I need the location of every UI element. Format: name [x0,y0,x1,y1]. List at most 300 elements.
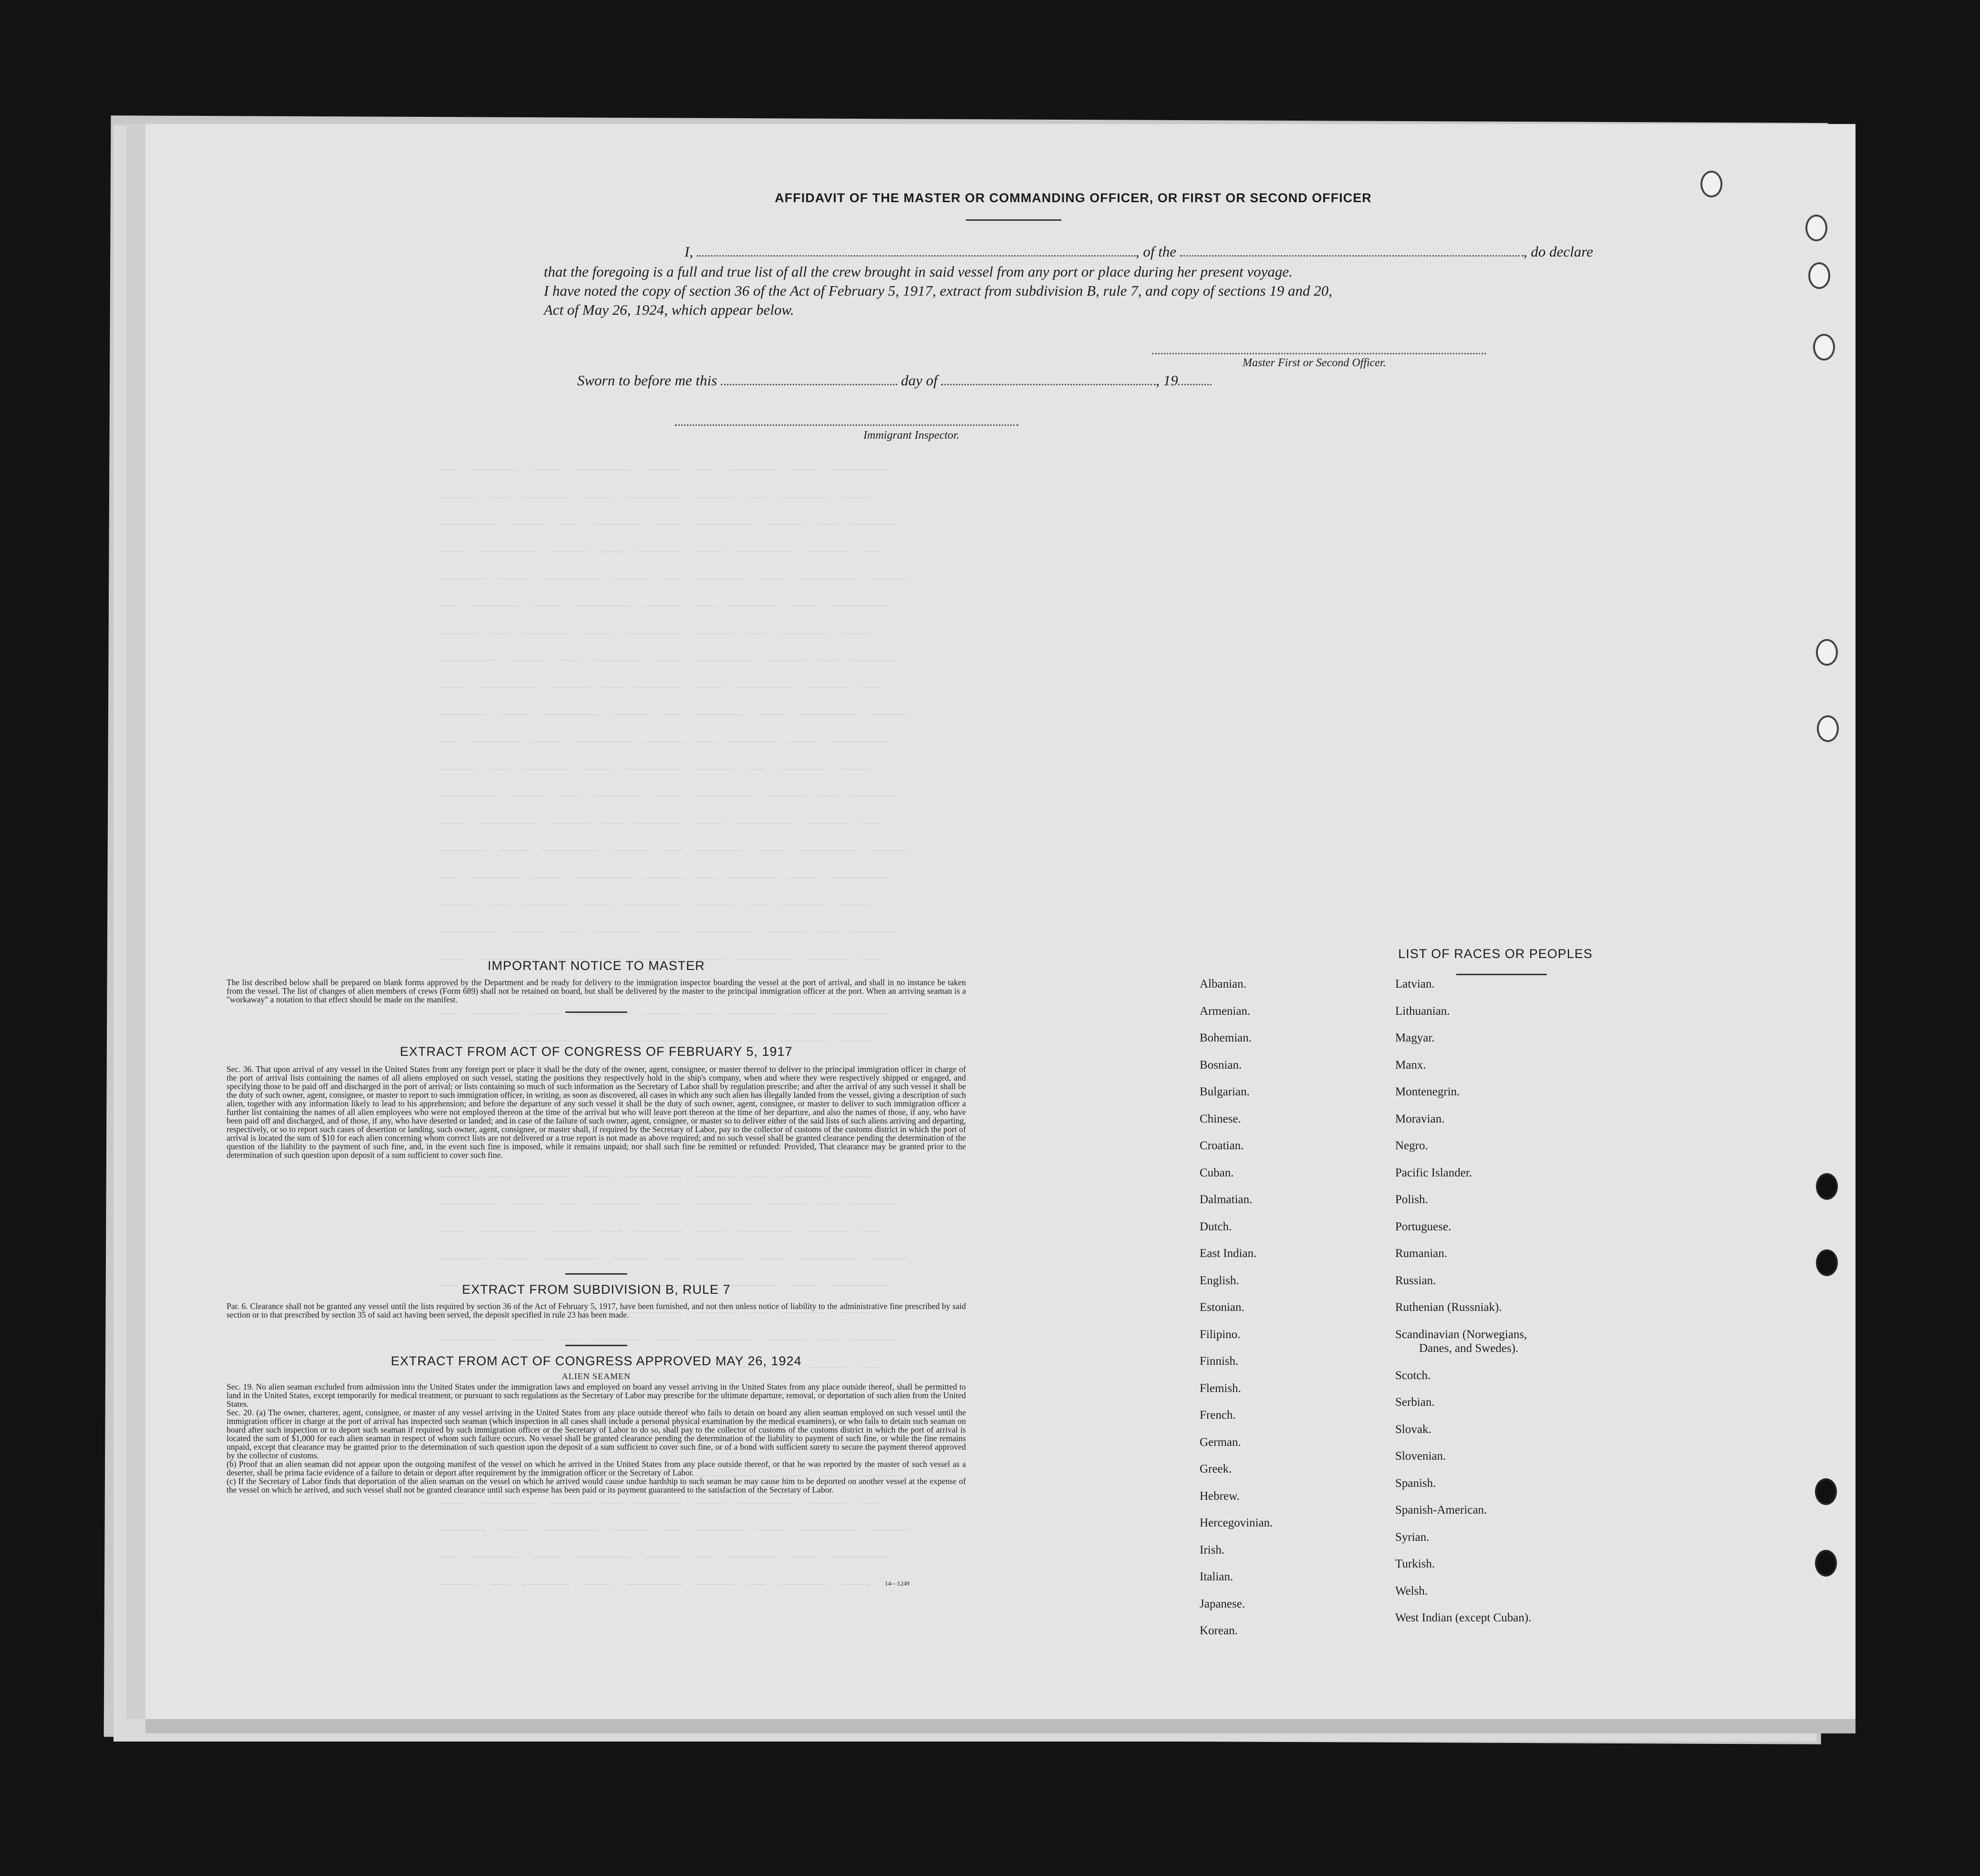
bleed-through-cell [780,888,828,906]
bleed-through-cell [696,643,753,661]
bleed-through-cell [593,915,641,933]
race-item: Greek. [1200,1463,1232,1475]
extract-rule7-section [227,1273,966,1319]
bleed-through-cell [870,562,908,579]
bleed-through-cell [438,834,486,851]
bleed-through-cell [841,1160,870,1177]
bleed-through-cell [696,507,753,525]
sworn-year-blank[interactable] [1178,372,1212,385]
bleed-through-cell [438,1323,496,1340]
bleed-through-cell [635,535,683,552]
bleed-through-cell [490,752,509,770]
race-item: Latvian. [1395,978,1435,990]
bleed-through-cell [532,589,560,607]
document-page [145,124,1856,1719]
bleed-through-cell [574,861,631,878]
bleed-through-cell [480,942,538,960]
bleed-through-cell [799,698,856,715]
bleed-through-cell [602,670,622,688]
bleed-through-cell [809,1214,847,1232]
bleed-through-cell [438,507,496,525]
bleed-through-cell [574,589,631,607]
race-item: Croatian. [1200,1139,1244,1152]
bleed-through-row [432,1187,1815,1214]
bleed-through-cell [696,752,734,770]
bleed-through-row [432,806,1815,834]
bleed-through-cell [663,698,683,715]
bleed-through-cell [767,779,805,797]
bleed-through-row [432,1567,1815,1595]
bleed-through-cell [818,643,837,661]
race-item: Flemish. [1200,1381,1241,1395]
race-item: Scotch. [1395,1369,1431,1382]
bleed-through-cell [635,670,683,688]
bleed-through-cell [644,453,683,471]
bleed-through-cell [560,1323,580,1340]
bleed-through-cell [509,1323,547,1340]
bleed-through-row [432,453,1815,480]
bleed-through-cell [635,1214,683,1232]
race-item: Syrian. [1395,1530,1430,1544]
bleed-through-cell [696,1187,753,1205]
bleed-through-cell [560,779,580,797]
bleed-through-cell [583,1160,612,1177]
bleed-through-cell [860,670,879,688]
bleed-through-cell [490,616,509,634]
bleed-through-cell [644,725,683,742]
race-item: Armenian. [1200,1004,1251,1018]
bleed-through-row [432,698,1815,725]
bleed-through-cell [635,942,683,960]
bleed-through-cell [509,915,547,933]
bleed-through-cell [593,1323,641,1340]
race-item: Irish. [1200,1543,1225,1556]
bleed-through-cell [780,616,828,634]
bleed-through-cell [789,861,818,878]
race-item: Lithuanian. [1395,1004,1450,1018]
bleed-through-row [432,589,1815,616]
bleed-through-row [432,643,1815,670]
bleed-through-cell [780,1567,828,1585]
bleed-through-cell [841,480,870,498]
bleed-through-cell [696,888,734,906]
race-item: Pacific Islander. [1395,1166,1472,1179]
bleed-through-cell [850,643,898,661]
binder-hole [1817,715,1839,742]
bleed-through-cell [560,507,580,525]
bleed-through-cell [809,942,847,960]
bleed-through-cell [625,752,683,770]
bleed-through-cell [471,1540,518,1558]
bleed-through-cell [551,806,589,824]
bleed-through-cell [696,942,725,960]
bleed-through-cell [738,806,795,824]
extract-1917-title: EXTRACT FROM ACT OF CONGRESS OF FEBRUARY 5, 1917 [400,1044,793,1059]
bleed-through-cell [696,562,744,579]
bleed-through-cell [593,1187,641,1205]
bleed-through-cell [831,1540,889,1558]
bleed-through-cell [438,725,457,742]
sworn-day-of: day of [901,372,938,389]
bleed-through-cell [757,562,786,579]
bleed-through-cell [696,480,734,498]
bleed-through-cell [696,1513,744,1531]
race-item: Serbian. [1395,1396,1435,1409]
bleed-through-cell [831,725,889,742]
bleed-through-cell [438,643,496,661]
binder-hole [1816,1173,1838,1200]
binder-hole [1815,1550,1837,1577]
affidavit-i: I, [684,243,694,260]
bleed-through-row [432,861,1815,888]
extract-rule7-body: Par. 6. Clearance shall not be granted any vessel until the lists required by section 36 of the Act of February 5, 1917, have been furnished, and not then unless notice of liability to the administrative fine prescribed by said section or to that prescribed by section 35 of said act having been served, the deposit specified in rule 23 has been made. [227,1301,966,1319]
bleed-through-cell [574,453,631,471]
bleed-through-cell [551,1214,589,1232]
bleed-through-cell [696,915,753,933]
bleed-through-cell [831,861,889,878]
bleed-through-cell [593,779,641,797]
bleed-through-cell [438,1540,457,1558]
race-item: French. [1200,1409,1236,1422]
bleed-through-row [432,834,1815,861]
bleed-through-cell [841,1567,870,1585]
bleed-through-cell [696,861,715,878]
bleed-through-cell [841,616,870,634]
bleed-through-cell [728,725,776,742]
race-item: Dalmatian. [1200,1193,1253,1206]
bleed-through-cell [438,888,477,906]
bleed-through-cell [490,1567,509,1585]
bleed-through-row [432,779,1815,806]
bleed-through-cell [522,616,570,634]
bleed-through-cell [696,779,753,797]
bleed-through-cell [870,1241,908,1259]
bleed-through-cell [809,535,847,552]
race-item: Bulgarian. [1200,1085,1250,1098]
bleed-through-cell [612,698,650,715]
bleed-through-cell [696,1241,744,1259]
bleed-through-cell [509,643,547,661]
race-item: Slovenian. [1395,1450,1446,1463]
bleed-through-cell [757,698,786,715]
bleed-through-row [432,507,1815,535]
race-item: Japanese. [1200,1597,1245,1610]
bleed-through-row [432,1241,1815,1268]
bleed-through-cell [644,861,683,878]
bleed-through-cell [471,453,518,471]
bleed-through-cell [841,888,870,906]
bleed-through-cell [560,643,580,661]
bleed-through-cell [663,1513,683,1531]
bleed-through-cell [747,1567,767,1585]
bleed-through-cell [532,1540,560,1558]
bleed-through-cell [850,1187,898,1205]
bleed-through-cell [696,1024,734,1041]
bleed-through-cell [654,915,683,933]
race-item: Portuguese. [1395,1220,1451,1233]
bleed-through-cell [696,1160,734,1177]
binder-hole [1813,334,1835,361]
bleed-through-cell [696,698,744,715]
bleed-through-cell [696,806,725,824]
bleed-through-cell [728,589,776,607]
sworn-day-blank[interactable] [721,372,897,385]
bleed-through-cell [471,725,518,742]
bleed-through-cell [583,1024,612,1041]
bleed-through-cell [767,1323,805,1340]
bleed-through-cell [809,806,847,824]
bleed-through-cell [663,834,683,851]
bleed-through-cell [831,453,889,471]
bleed-through-cell [602,806,622,824]
binder-hole [1700,171,1722,197]
race-item: Estonian. [1200,1301,1244,1314]
binder-hole [1816,1249,1838,1276]
binder-hole [1815,1478,1837,1505]
alien-seamen-subhead: ALIEN SEAMEN [561,1371,631,1381]
bleed-through-cell [789,1540,818,1558]
race-item: Albanian. [1200,978,1246,990]
bleed-through-cell [696,535,725,552]
bleed-through-cell [541,1241,599,1259]
bleed-through-cell [799,834,856,851]
race-item: Ruthenian (Russniak). [1395,1301,1502,1314]
race-item: Korean. [1200,1624,1238,1637]
bleed-through-cell [551,670,589,688]
bleed-through-cell [860,535,879,552]
bleed-through-cell [509,779,547,797]
bleed-through-cell [696,1567,734,1585]
signature-line[interactable] [1152,353,1486,354]
bleed-through-cell [696,670,725,688]
race-item: Cuban. [1200,1166,1234,1179]
bleed-through-cell [541,698,599,715]
bleed-through-cell [499,834,528,851]
vessel-blank[interactable] [1180,244,1524,257]
bleed-through-cell [625,1160,683,1177]
bleed-through-cell [490,480,509,498]
bleed-through-cell [738,670,795,688]
bleed-through-row [432,1214,1815,1241]
bleed-through-cell [522,752,570,770]
bleed-through-cell [438,1513,486,1531]
notice-body: The list described below shall be prepared on blank forms approved by the Department and be ready for delivery to the immigration inspector boarding the vessel at the port of arrival, and shall in no instance be taken from the vessel. The list of changes of alien members of crews (Form 689) shall not be retained on board, but shall be delivered by the master to the principal immigration officer at the port. When an arriving seaman is a "workaway" a notation to that effect should be made on the manifest. [227,978,966,1004]
notice-title: IMPORTANT NOTICE TO MASTER [487,959,705,973]
bleed-through-cell [757,834,786,851]
bleed-through-cell [850,779,898,797]
bleed-through-cell [438,806,467,824]
race-item: Welsh. [1395,1584,1428,1598]
section-rule [565,1011,627,1013]
sec-19-body: Sec. 19. No alien seaman excluded from admission into the United States under the immigration laws and employed on board any vessel arriving in the United States from any place outside thereof, shall be permitted to land in the United States, except temporarily for medical treatment, or pursuant to such regulations as the Secretary of Labor may prescribe for the ultimate departure, removal, or deportation of such alien from the United States. [227,1382,966,1409]
notice-section [227,959,966,1020]
sec-20c-body: (c) If the Secretary of Labor finds that deportation of the alien seaman on the vessel on which he arrived would cause undue hardship to such seaman he may cause him to be deported on another vessel at the expense of the vessel on which he arrived, and such vessel shall not be granted clearance until such expense has been paid or its payment guaranteed to the satisfaction of the Secretary of Labor. [227,1476,966,1495]
section-rule [565,1273,627,1275]
bleed-through-cell [612,834,650,851]
bleed-through-cell [438,779,496,797]
bleed-through-cell [602,942,622,960]
sworn-line [577,372,1212,389]
race-item: Italian. [1200,1570,1234,1583]
bleed-through-cell [818,779,837,797]
bleed-through-cell [583,1567,612,1585]
name-blank[interactable] [697,244,1136,257]
bleed-through-cell [850,915,898,933]
bleed-through-cell [625,1024,683,1041]
bleed-through-cell [850,507,898,525]
bleed-through-cell [747,888,767,906]
bleed-through-cell [438,453,457,471]
bleed-through-row [432,562,1815,589]
bleed-through-cell [696,616,734,634]
bleed-through-cell [696,1214,725,1232]
bleed-through-cell [560,915,580,933]
race-item: Montenegrin. [1395,1085,1460,1098]
bleed-through-cell [870,834,908,851]
bleed-through-row [432,480,1815,507]
bleed-through-cell [499,1513,528,1531]
bleed-through-cell [499,562,528,579]
title-rule [966,219,1061,221]
race-item: Spanish. [1395,1476,1436,1490]
bleed-through-cell [728,861,776,878]
bleed-through-cell [818,1323,837,1340]
signature-caption: Master First or Second Officer. [1243,357,1386,369]
bleed-through-cell [438,670,467,688]
bleed-through-cell [789,725,818,742]
bleed-through-cell [780,1160,828,1177]
race-item: Filipino. [1200,1328,1241,1341]
extract-1917-section [227,1044,966,1159]
bleed-through-cell [747,1024,767,1041]
bleed-through-cell [490,1024,509,1041]
sworn-prefix: Sworn to before me this [577,372,717,389]
bleed-through-cell [583,888,612,906]
bleed-through-cell [780,1024,828,1041]
bleed-through-cell [625,616,683,634]
bleed-through-cell [509,507,547,525]
bleed-through-cell [490,1160,509,1177]
bleed-through-cell [471,861,518,878]
bleed-through-cell [850,1323,898,1340]
bleed-through-cell [644,1540,683,1558]
bleed-through-cell [696,589,715,607]
race-item: Negro. [1395,1139,1428,1152]
race-item: Russian. [1395,1274,1436,1287]
bleed-through-cell [522,1567,570,1585]
race-item: Hebrew. [1200,1489,1240,1503]
bleed-through-cell [757,1241,786,1259]
race-item: West Indian (except Cuban). [1395,1611,1532,1624]
inspector-caption: Immigrant Inspector. [863,429,960,442]
bleed-through-cell [696,834,744,851]
bleed-through-cell [438,861,457,878]
bleed-through-cell [663,562,683,579]
bleed-through-row [432,616,1815,643]
bleed-through-cell [780,480,828,498]
bleed-through-cell [831,589,889,607]
inspector-signature-line[interactable] [675,424,1018,426]
bleed-through-cell [818,915,837,933]
bleed-through-cell [551,535,589,552]
race-item: Dutch. [1200,1220,1232,1233]
bleed-through-cell [747,480,767,498]
bleed-through-cell [509,1187,547,1205]
bleed-through-row [432,1540,1815,1567]
bleed-through-cell [532,453,560,471]
races-rule [1456,974,1547,975]
bleed-through-cell [870,1513,908,1531]
race-item: Moravian. [1395,1112,1445,1125]
bleed-through-cell [438,1241,486,1259]
bleed-through-cell [490,888,509,906]
bleed-through-cell [480,535,538,552]
bleed-through-cell [583,616,612,634]
bleed-through-cell [522,1024,570,1041]
bleed-through-cell [602,535,622,552]
bleed-through-cell [738,942,795,960]
bleed-through-cell [696,1540,715,1558]
bleed-through-cell [818,507,837,525]
race-item: Slovak. [1395,1422,1431,1436]
bleed-through-cell [480,806,538,824]
binder-hole [1805,215,1827,241]
bleed-through-cell [625,888,683,906]
bleed-through-cell [560,1187,580,1205]
binder-hole [1816,639,1838,666]
bleed-through-cell [480,670,538,688]
bleed-through-cell [870,698,908,715]
bleed-through-cell [654,1187,683,1205]
bleed-through-cell [612,1513,650,1531]
bleed-through-cell [612,1241,650,1259]
sworn-year: , 19 [1156,372,1178,389]
race-item: German. [1200,1435,1241,1449]
bleed-through-cell [728,1540,776,1558]
bleed-through-cell [818,1187,837,1205]
sworn-month-blank[interactable] [941,372,1156,385]
race-item: English. [1200,1274,1239,1287]
race-item: Magyar. [1395,1031,1435,1044]
bleed-through-cell [602,1214,622,1232]
race-item: East Indian. [1200,1247,1257,1260]
bleed-through-cell [438,1160,477,1177]
bleed-through-row [432,888,1815,915]
bleed-through-row [432,670,1815,698]
bleed-through-cell [532,725,560,742]
bleed-through-cell [860,806,879,824]
bleed-through-cell [738,535,795,552]
bleed-through-cell [522,480,570,498]
bleed-through-cell [635,806,683,824]
bleed-through-cell [767,643,805,661]
bleed-through-cell [625,1567,683,1585]
bleed-through-cell [593,507,641,525]
section-rule [565,1345,627,1346]
bleed-through-cell [438,562,486,579]
bleed-through-cell [767,1187,805,1205]
bleed-through-cell [696,453,715,471]
bleed-through-cell [644,589,683,607]
bleed-through-row [432,1513,1815,1540]
bleed-through-cell [780,752,828,770]
bleed-through-cell [541,834,599,851]
bleed-through-cell [541,1513,599,1531]
bleed-through-cell [654,507,683,525]
bleed-through-cell [532,861,560,878]
race-item: Bohemian. [1200,1031,1252,1044]
race-item: Scandinavian (Norwegians, [1395,1328,1527,1341]
